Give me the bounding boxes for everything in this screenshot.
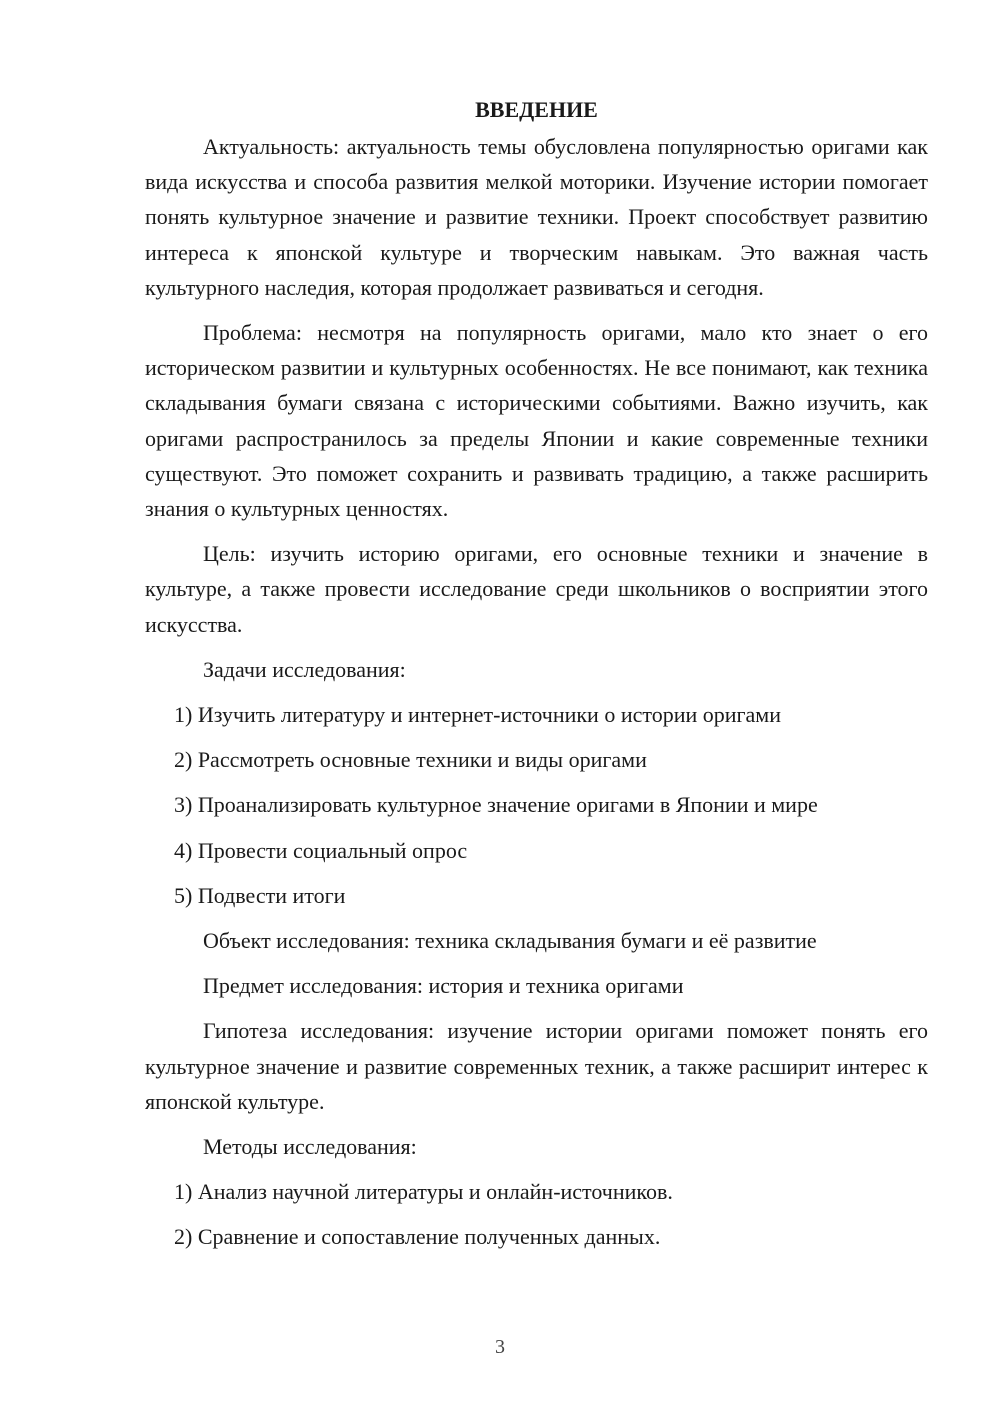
page-title: ВВЕДЕНИЕ bbox=[475, 97, 598, 122]
method-item-1: 1) Анализ научной литературы и онлайн-источников. bbox=[174, 1179, 673, 1205]
tasks-heading: Задачи исследования: bbox=[203, 656, 406, 682]
task-item-5: 5) Подвести итоги bbox=[174, 882, 346, 908]
tasks-list bbox=[145, 697, 928, 913]
method-item-2: 2) Сравнение и сопоставление полученных данных. bbox=[174, 1224, 661, 1250]
goal-paragraph: Цель: изучить историю оригами, его основные техники и значение в культуре, а также провести исследование среди школьников о восприятии этого искусства. bbox=[145, 541, 928, 637]
relevance-paragraph: Актуальность: актуальность темы обусловлена популярностью оригами как вида искусства и способа развития мелкой моторики. Изучение истории помогает понять культурное значение и развитие техники. Проект способствует развитию интереса к японской культуре и творческим навыкам. Это важная часть культурного наследия, которая продолжает развиваться и сегодня. bbox=[145, 134, 928, 300]
document-page bbox=[145, 95, 928, 1265]
task-item-2: 2) Рассмотреть основные техники и виды оригами bbox=[174, 747, 647, 773]
task-item-1: 1) Изучить литературу и интернет-источники о истории оригами bbox=[174, 702, 781, 728]
hypothesis-paragraph: Гипотеза исследования: изучение истории оригами поможет понять его культурное значение и развитие современных техник, а также расширит интерес к японской культуре. bbox=[145, 1018, 928, 1114]
methods-heading: Методы исследования: bbox=[203, 1134, 417, 1160]
research-object: Объект исследования: техника складывания бумаги и её развитие bbox=[203, 928, 817, 954]
methods-list bbox=[145, 1174, 928, 1254]
task-item-4: 4) Провести социальный опрос bbox=[174, 837, 468, 863]
page-number: 3 bbox=[495, 1336, 505, 1358]
task-item-3: 3) Проанализировать культурное значение оригами в Японии и мире bbox=[174, 792, 818, 818]
research-subject: Предмет исследования: история и техника оригами bbox=[203, 973, 684, 999]
problem-paragraph: Проблема: несмотря на популярность оригами, мало кто знает о его историческом развитии и культурных особенностях. Не все понимают, как техника складывания бумаги связана с историческими событиями. Важно изучить, как оригами распространилось за пределы Японии и какие современные техники существуют. Это поможет сохранить и развивать традицию, а также расширить знания о культурных ценностях. bbox=[145, 320, 928, 522]
